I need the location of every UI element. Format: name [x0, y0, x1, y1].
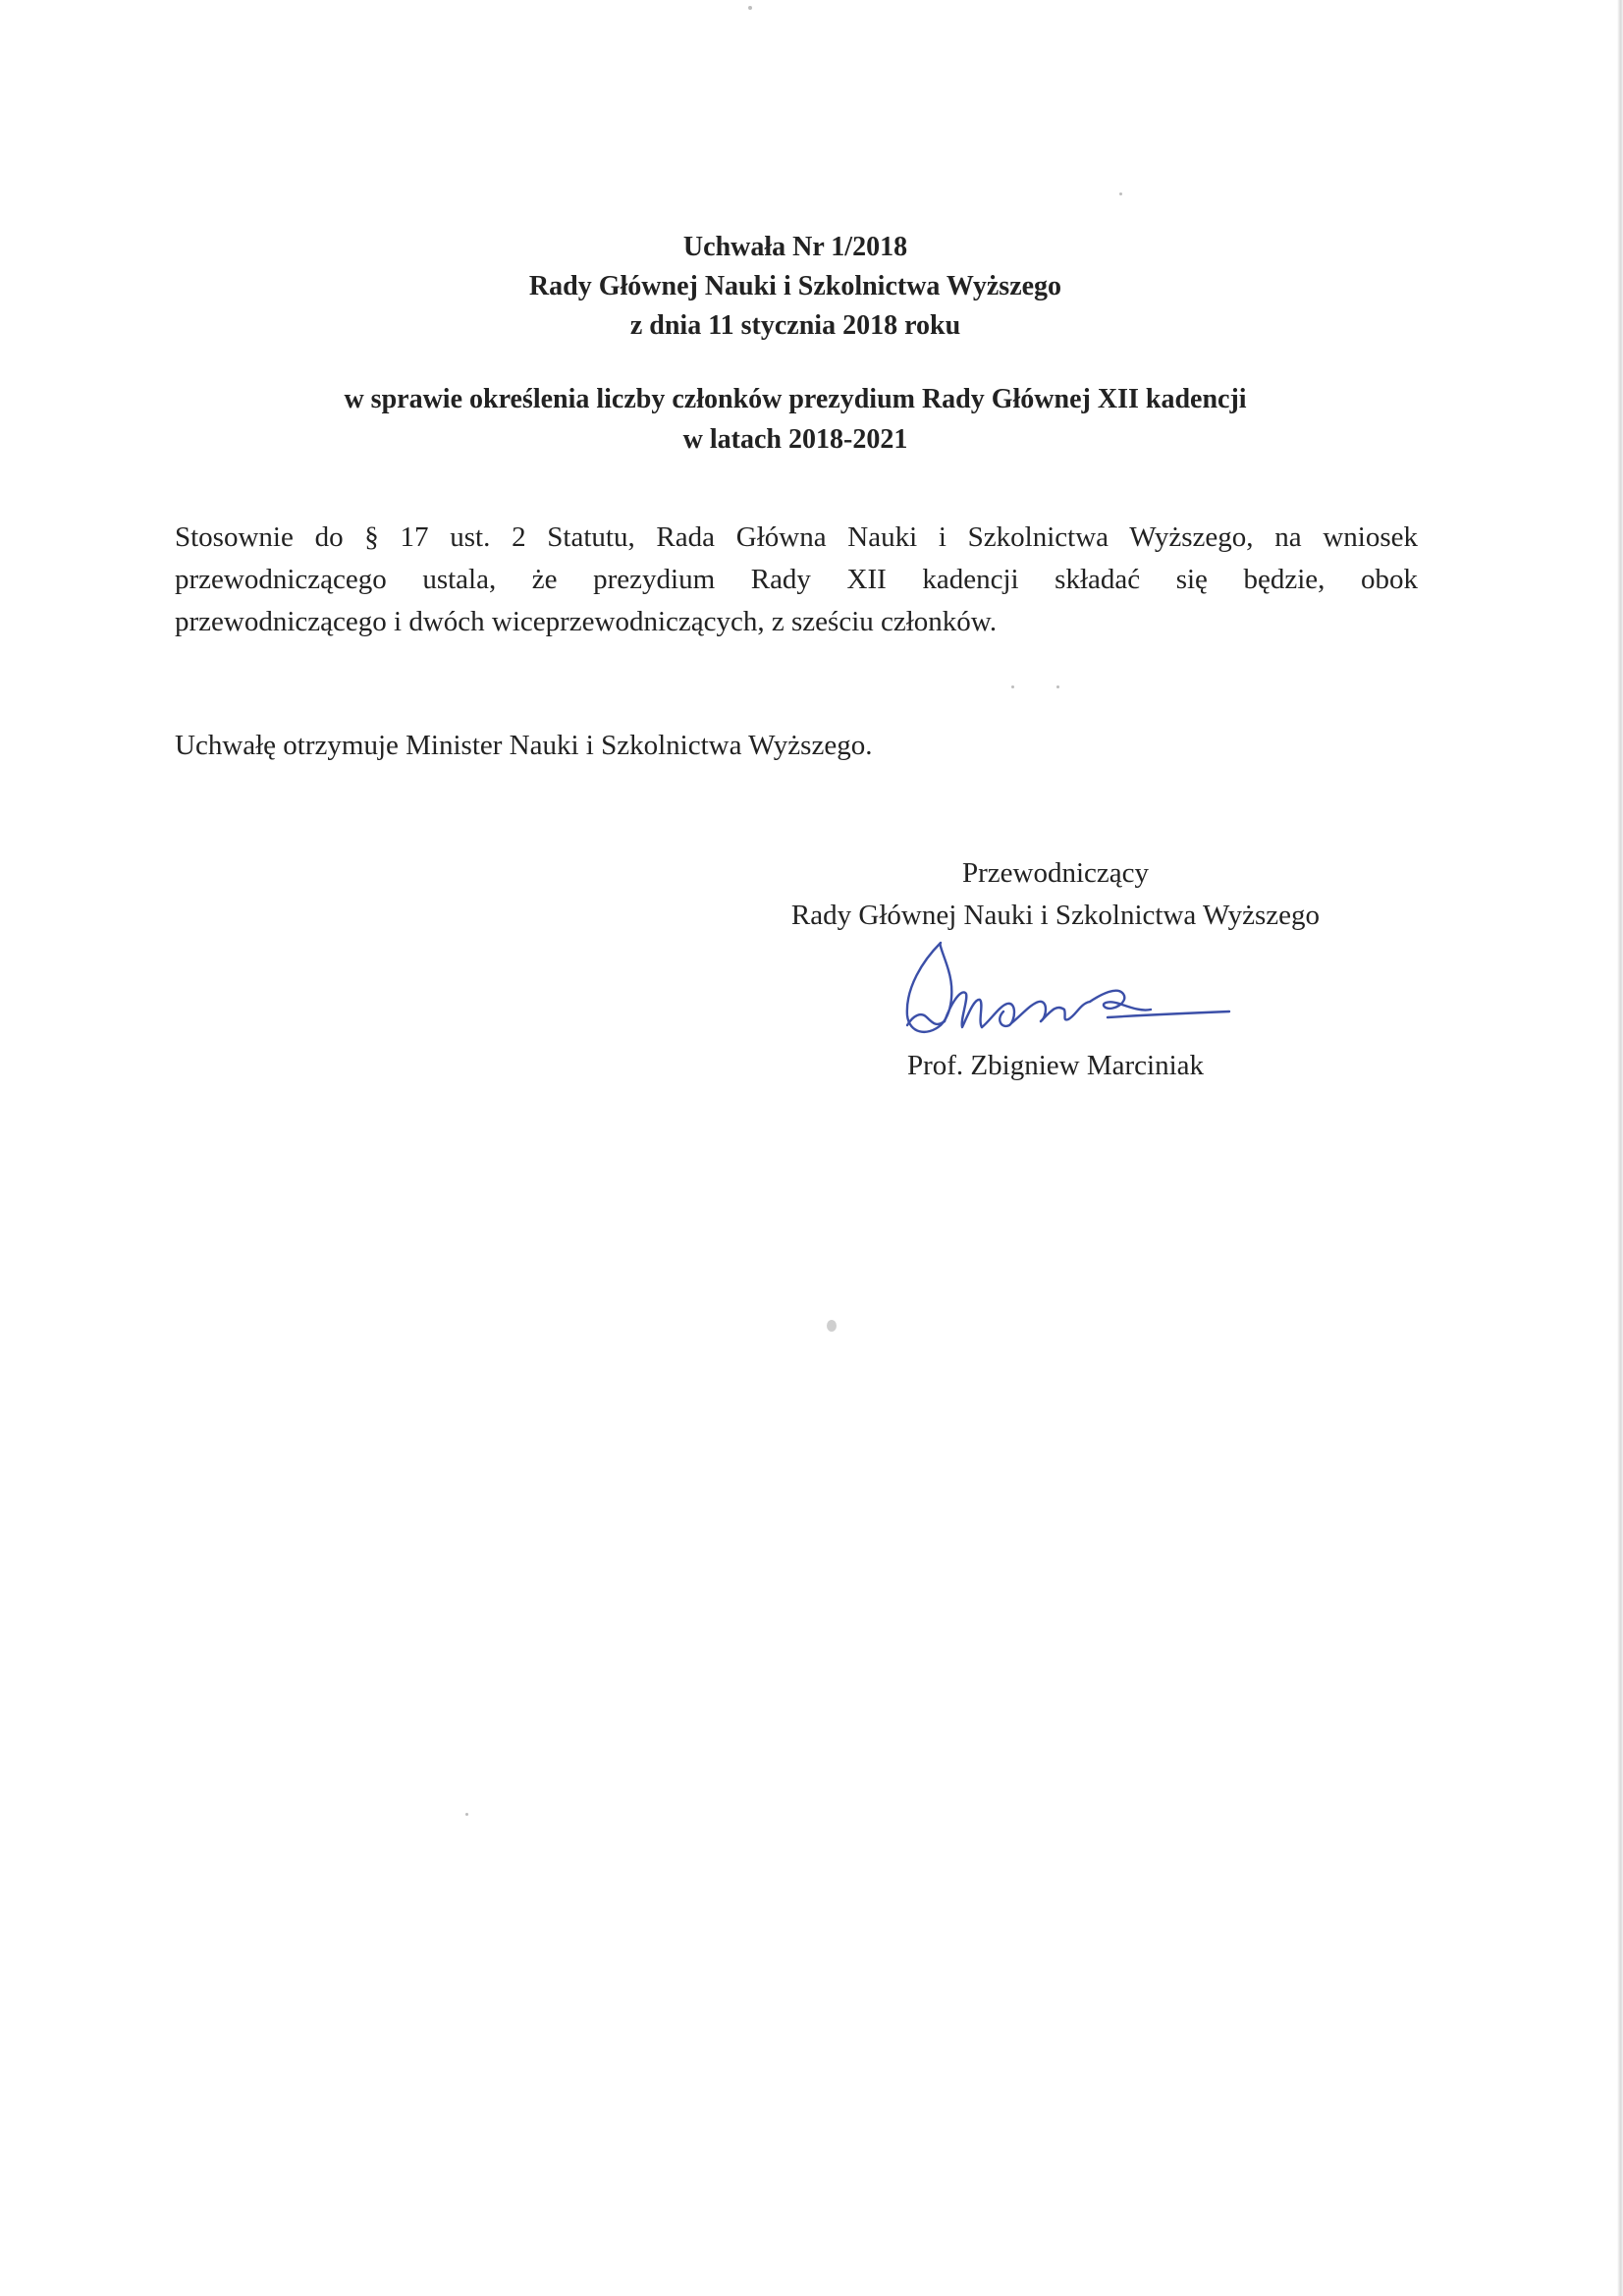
resolution-title	[0, 228, 1591, 346]
body-line: przewodniczącego i dwóch wiceprzewodniczących, z sześciu członków.	[175, 606, 998, 637]
scan-edge-shadow	[1617, 0, 1623, 2296]
resolution-date: z dnia 11 stycznia 2018 roku	[629, 310, 961, 341]
scan-speck	[1056, 685, 1059, 688]
signature-heading	[746, 852, 1365, 937]
scan-speck	[827, 1320, 837, 1332]
subject-line: w sprawie określenia liczby członków prezydium Rady Głównej XII kadencji	[344, 384, 1247, 414]
scan-speck	[465, 1813, 468, 1816]
signatory-role: Przewodniczący	[961, 857, 1149, 889]
resolution-body	[175, 517, 1418, 643]
signatory-institution: Rady Głównej Nauki i Szkolnictwa Wyższego	[790, 900, 1321, 931]
resolution-subject	[0, 379, 1591, 460]
handwritten-signature	[884, 931, 1247, 1049]
signer-name: Prof. Zbigniew Marciniak	[906, 1050, 1204, 1081]
scan-speck	[1011, 685, 1014, 688]
resolution-number: Uchwała Nr 1/2018	[682, 232, 908, 262]
body-line: przewodniczącego ustala, że prezydium Rady XII kadencji składać się będzie, obok	[175, 564, 1418, 595]
subject-line: w latach 2018-2021	[682, 424, 908, 455]
issuing-body: Rady Głównej Nauki i Szkolnictwa Wyższego	[528, 271, 1062, 301]
body-line: Stosownie do § 17 ust. 2 Statutu, Rada Główna Nauki i Szkolnictwa Wyższego, na wniosek	[175, 521, 1418, 553]
recipient-note: Uchwałę otrzymuje Minister Nauki i Szkolnictwa Wyższego.	[175, 730, 873, 761]
scan-speck	[1119, 192, 1122, 195]
scan-speck	[748, 6, 752, 10]
